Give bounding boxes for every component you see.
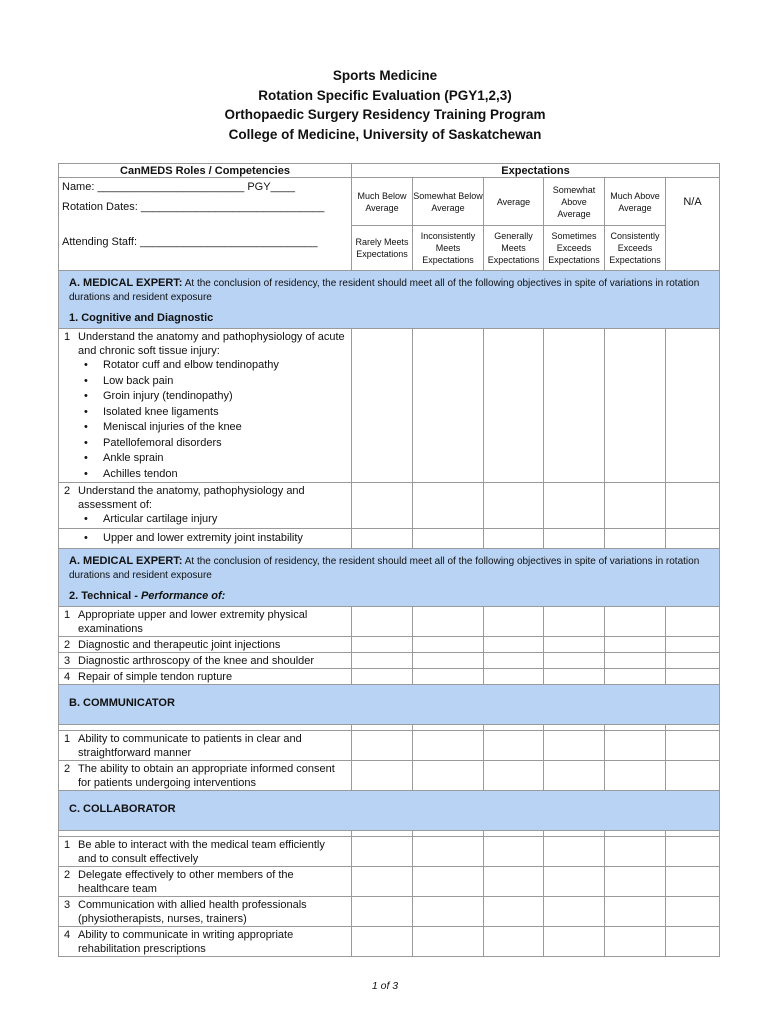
rating-cell[interactable] <box>352 760 413 790</box>
rating-cell[interactable] <box>666 483 720 529</box>
objective-row <box>59 606 720 636</box>
rating-cell[interactable] <box>352 730 413 760</box>
objective-number <box>64 344 78 358</box>
section-description: At the conclusion of residency, the resident should meet all of the following objectives in spite of variations in rotation durations and resident exposure <box>69 278 700 303</box>
objective-text: healthcare team <box>78 882 157 895</box>
scale-average: Average <box>484 178 544 226</box>
scale-inconsistently-meets: Inconsistently Meets Expectations <box>413 226 484 271</box>
objective-text: and chronic soft tissue injury: <box>78 345 220 357</box>
objective-number: 2 <box>64 485 71 497</box>
rating-cell[interactable] <box>484 483 544 529</box>
rating-cell[interactable] <box>484 652 544 668</box>
objective-number: 1 <box>64 732 71 745</box>
rating-cell[interactable] <box>352 483 413 529</box>
rating-cell[interactable] <box>544 652 605 668</box>
rating-cell[interactable] <box>484 636 544 652</box>
objective-number: 4 <box>64 928 71 941</box>
rating-cell[interactable] <box>544 730 605 760</box>
rating-cell[interactable] <box>413 483 484 529</box>
rating-cell[interactable] <box>605 329 666 483</box>
rating-cell[interactable] <box>666 652 720 668</box>
rating-cell[interactable] <box>666 926 720 956</box>
objective-text: examinations <box>78 622 143 635</box>
objective-text: Appropriate upper and lower extremity physical <box>78 608 308 621</box>
objective-bullet: Isolated knee ligaments <box>103 405 219 418</box>
objective-bullet: Meniscal injuries of the knee <box>103 421 242 433</box>
evaluation-table <box>58 163 720 957</box>
rotation-dates-field[interactable]: Rotation Dates: ______________________________ <box>62 201 325 213</box>
rating-cell[interactable] <box>484 668 544 684</box>
bullet-icon: • <box>84 359 88 371</box>
objective-bullet: Patellofemoral disorders <box>103 436 222 449</box>
rating-cell[interactable] <box>666 528 720 548</box>
rating-cell[interactable] <box>544 760 605 790</box>
scale-somewhat-above: Somewhat Above Average <box>544 178 605 226</box>
rating-cell[interactable] <box>352 606 413 636</box>
objective-number: 3 <box>64 654 71 667</box>
rating-cell[interactable] <box>413 730 484 760</box>
objective-number <box>64 746 78 760</box>
rating-cell[interactable] <box>413 606 484 636</box>
resident-info <box>59 178 352 271</box>
title-line-1: Sports Medicine <box>332 68 438 83</box>
objective-number <box>64 942 78 956</box>
section-description: At the conclusion of residency, the resident should meet all of the following objectives in spite of variations in rotation durations and resident exposure <box>69 555 700 581</box>
rating-cell[interactable] <box>666 896 720 926</box>
objective-row <box>59 760 720 790</box>
rating-cell[interactable] <box>605 606 666 636</box>
objective-number <box>64 622 78 636</box>
objective-text: Understand the anatomy, pathophysiology and <box>78 485 305 497</box>
rating-cell[interactable] <box>544 329 605 483</box>
rating-cell[interactable] <box>352 528 413 548</box>
bullet-icon: • <box>84 531 88 544</box>
rating-cell[interactable] <box>544 606 605 636</box>
rating-cell[interactable] <box>413 866 484 896</box>
rating-cell[interactable] <box>544 528 605 548</box>
objective-row <box>59 896 720 926</box>
section-role: A. MEDICAL EXPERT: <box>69 554 183 567</box>
objective-text: Ability to communicate in writing appropriate <box>78 928 294 941</box>
rating-cell[interactable] <box>413 668 484 684</box>
section-header <box>59 271 720 329</box>
rating-cell[interactable] <box>544 896 605 926</box>
rating-cell[interactable] <box>666 668 720 684</box>
rating-cell[interactable] <box>484 329 544 483</box>
rating-cell[interactable] <box>666 329 720 483</box>
rating-cell[interactable] <box>666 760 720 790</box>
subsection-title: 1. Cognitive and Diagnostic <box>69 312 214 324</box>
objective-number: 2 <box>64 868 71 881</box>
title-line-3: Orthopaedic Surgery Residency Training Program <box>224 107 546 122</box>
section-header <box>59 790 720 830</box>
rating-cell[interactable] <box>544 866 605 896</box>
bullet-icon: • <box>84 421 88 433</box>
objective-row <box>59 483 720 529</box>
bullet-icon: • <box>84 452 88 464</box>
section-role: A. MEDICAL EXPERT: <box>69 277 183 289</box>
scale-much-below: Much Below Average <box>352 178 413 226</box>
expectations-header: Expectations <box>352 164 720 178</box>
bullet-icon: • <box>84 436 88 449</box>
rating-cell[interactable] <box>605 760 666 790</box>
rating-cell[interactable] <box>413 896 484 926</box>
objective-row <box>59 528 720 548</box>
rating-cell[interactable] <box>605 636 666 652</box>
objective-bullet: Rotator cuff and elbow tendinopathy <box>103 359 279 371</box>
objective-bullet: Upper and lower extremity joint instability <box>103 531 303 544</box>
objective-text: Communication with allied health professionals <box>78 898 307 911</box>
rating-cell[interactable] <box>352 836 413 866</box>
rating-cell[interactable] <box>352 329 413 483</box>
scale-much-above: Much Above Average <box>605 178 666 226</box>
rating-cell[interactable] <box>413 329 484 483</box>
scale-generally-meets: Generally Meets Expectations <box>484 226 544 271</box>
objective-bullet: Groin injury (tendinopathy) <box>103 390 233 402</box>
scale-consistently-exceeds: Consistently Exceeds Expectations <box>605 226 666 271</box>
objective-text: for patients undergoing interventions <box>78 776 256 789</box>
rating-cell[interactable] <box>666 866 720 896</box>
objective-text: (physiotherapists, nurses, trainers) <box>78 912 247 925</box>
rating-cell[interactable] <box>352 896 413 926</box>
section-header <box>59 548 720 606</box>
rating-cell[interactable] <box>484 760 544 790</box>
rating-cell[interactable] <box>352 866 413 896</box>
objective-text: rehabilitation prescriptions <box>78 942 206 955</box>
rating-cell[interactable] <box>413 528 484 548</box>
objective-number: 1 <box>64 608 71 621</box>
rating-cell[interactable] <box>605 483 666 529</box>
objective-number: 2 <box>64 638 71 651</box>
objective-number: 2 <box>64 762 71 775</box>
objective-text: The ability to obtain an appropriate informed consent <box>78 762 335 775</box>
scale-somewhat-below: Somewhat Below Average <box>413 178 484 226</box>
objective-bullet: Articular cartilage injury <box>103 513 218 525</box>
objective-number <box>64 852 78 866</box>
rating-cell[interactable] <box>605 668 666 684</box>
rating-cell[interactable] <box>605 652 666 668</box>
rating-cell[interactable] <box>605 896 666 926</box>
na-header: N/A <box>666 178 720 271</box>
bullet-icon: • <box>84 390 88 402</box>
objective-bullet: Achilles tendon <box>103 467 178 480</box>
rating-cell[interactable] <box>352 652 413 668</box>
attending-staff-field[interactable]: Attending Staff: _____________________________ <box>62 236 318 248</box>
rating-cell[interactable] <box>413 926 484 956</box>
objective-number <box>64 498 78 512</box>
rating-cell[interactable] <box>605 528 666 548</box>
objective-row <box>59 652 720 668</box>
canmeds-header: CanMEDS Roles / Competencies <box>59 164 352 178</box>
rating-cell[interactable] <box>605 926 666 956</box>
objective-text: and to consult effectively <box>78 852 199 865</box>
objective-number <box>64 882 78 896</box>
bullet-icon: • <box>84 513 88 525</box>
section-role: C. COLLABORATOR <box>69 802 176 815</box>
rating-cell[interactable] <box>666 836 720 866</box>
rating-cell[interactable] <box>413 760 484 790</box>
objective-row <box>59 730 720 760</box>
subsection-title: 2. Technical - Performance of: <box>69 589 226 602</box>
objective-row <box>59 866 720 896</box>
objective-text: Diagnostic arthroscopy of the knee and shoulder <box>78 654 315 667</box>
rating-cell[interactable] <box>544 483 605 529</box>
objective-row <box>59 329 720 483</box>
rating-cell[interactable] <box>413 652 484 668</box>
objective-text: straightforward manner <box>78 746 192 759</box>
objective-text: Repair of simple tendon rupture <box>78 670 233 683</box>
objective-number: 1 <box>64 838 71 851</box>
objective-text: Delegate effectively to other members of the <box>78 868 294 881</box>
objective-number: 4 <box>64 670 71 683</box>
objective-number: 1 <box>64 331 71 343</box>
objective-row <box>59 668 720 684</box>
title-line-4: College of Medicine, University of Saskatchewan <box>228 126 542 142</box>
rating-cell[interactable] <box>605 836 666 866</box>
rating-cell[interactable] <box>352 668 413 684</box>
objective-row <box>59 836 720 866</box>
objective-text: Ability to communicate to patients in clear and <box>78 732 302 745</box>
rating-cell[interactable] <box>484 836 544 866</box>
objective-bullet: Low back pain <box>103 374 174 387</box>
objective-number: 3 <box>64 898 71 911</box>
scale-rarely-meets: Rarely Meets Expectations <box>352 226 413 271</box>
rating-cell[interactable] <box>413 636 484 652</box>
rating-cell[interactable] <box>666 606 720 636</box>
rating-cell[interactable] <box>352 926 413 956</box>
document-title <box>0 66 770 144</box>
rating-cell[interactable] <box>605 730 666 760</box>
objective-bullet: Ankle sprain <box>103 452 164 464</box>
objective-number <box>64 912 78 926</box>
rating-cell[interactable] <box>413 836 484 866</box>
rating-cell[interactable] <box>484 866 544 896</box>
bullet-icon: • <box>84 374 88 387</box>
section-role: B. COMMUNICATOR <box>69 696 175 709</box>
title-line-2: Rotation Specific Evaluation (PGY1,2,3) <box>258 87 512 103</box>
bullet-icon: • <box>84 405 88 418</box>
objective-number <box>64 776 78 790</box>
scale-sometimes-exceeds: Sometimes Exceeds Expectations <box>544 226 605 271</box>
bullet-icon: • <box>84 467 88 480</box>
rating-cell[interactable] <box>605 866 666 896</box>
objective-row <box>59 926 720 956</box>
objective-text: Understand the anatomy and pathophysiology of acute <box>78 331 345 343</box>
rating-cell[interactable] <box>544 926 605 956</box>
rating-cell[interactable] <box>352 636 413 652</box>
page-number: 1 of 3 <box>371 980 399 992</box>
objective-text: assessment of: <box>78 499 152 511</box>
rating-cell[interactable] <box>666 730 720 760</box>
objective-text: Be able to interact with the medical team efficiently <box>78 838 325 851</box>
objective-row <box>59 636 720 652</box>
rating-cell[interactable] <box>484 926 544 956</box>
section-header <box>59 684 720 724</box>
rating-cell[interactable] <box>484 730 544 760</box>
objective-text: Diagnostic and therapeutic joint injections <box>78 638 281 651</box>
rating-cell[interactable] <box>544 836 605 866</box>
rating-cell[interactable] <box>666 636 720 652</box>
rating-cell[interactable] <box>544 636 605 652</box>
rating-cell[interactable] <box>484 896 544 926</box>
rating-cell[interactable] <box>544 668 605 684</box>
name-field[interactable]: Name: ________________________ PGY____ <box>62 181 296 193</box>
rating-cell[interactable] <box>484 528 544 548</box>
rating-cell[interactable] <box>484 606 544 636</box>
